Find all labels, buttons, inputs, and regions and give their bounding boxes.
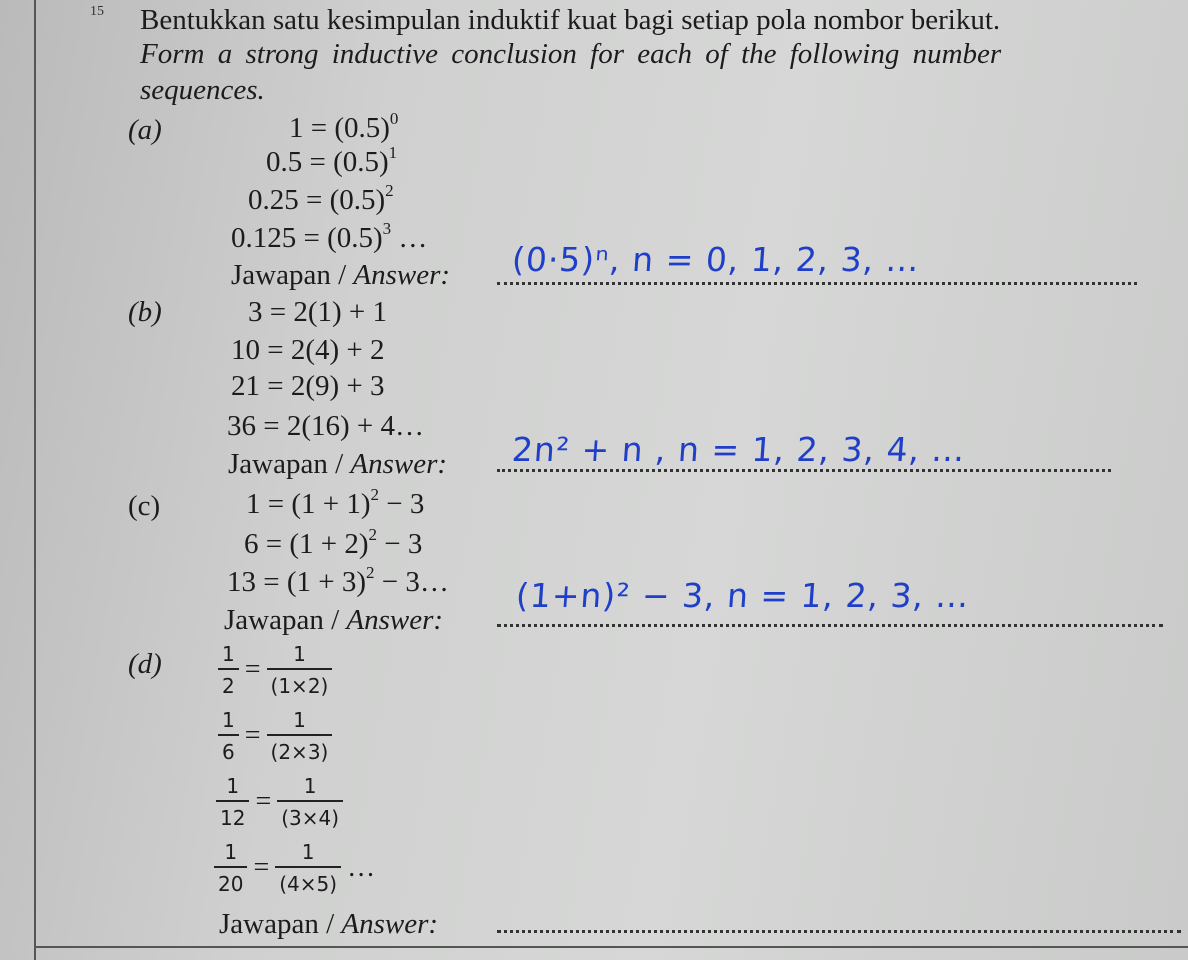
part-b-handwritten-answer: 2n² + n , n = 1, 2, 3, 4, … bbox=[510, 430, 967, 469]
part-c-row-2: $6 = (1 + 2)^2 - 3$ bbox=[244, 525, 423, 560]
part-b-row-4: 36 = 2(16) + 4… bbox=[227, 410, 425, 442]
part-d-row-4: $\frac{1}{20}$ = $\frac{1}{(4\times 5)}$ … bbox=[214, 840, 375, 896]
part-d-row-1: $\frac{1}{2}$ = $\frac{1}{(1\times 2)}$ bbox=[218, 642, 332, 698]
part-b-answer-label: Jawapan / Answer: bbox=[228, 448, 448, 480]
part-c-label: (c) bbox=[128, 490, 161, 522]
part-c-row-3: $13 = (1 + 3)^2$ − 3… bbox=[227, 563, 449, 598]
part-d-label: (d) bbox=[128, 648, 162, 680]
part-a-answer-label: Jawapan / Answer: bbox=[231, 259, 451, 291]
instruction-english-line2: sequences. bbox=[140, 74, 265, 106]
part-a-row-4: $0.125 = (0.5)^3$ … bbox=[231, 219, 428, 254]
part-a-row-1: $1 = (0.5)^0$ bbox=[289, 109, 399, 144]
part-a-label: (a) bbox=[128, 114, 162, 146]
part-c-handwritten-answer: (1+n)² − 3, n = 1, 2, 3, … bbox=[514, 576, 971, 615]
question-number: 15 bbox=[90, 4, 104, 19]
part-a-row-3: $0.25 = (0.5)^2$ bbox=[248, 181, 394, 216]
part-b-row-3: 21 = 2(9) + 3 bbox=[231, 370, 385, 402]
instruction-english-line1: Form a strong inductive conclusion for each of the following number bbox=[140, 38, 1002, 70]
page-frame-left bbox=[34, 0, 36, 960]
part-a-answer-line bbox=[497, 282, 1137, 285]
part-c-row-1: $1 = (1 + 1)^2 - 3$ bbox=[246, 485, 425, 520]
part-b-label: (b) bbox=[128, 296, 162, 328]
instruction-malay: Bentukkan satu kesimpulan induktif kuat bagi setiap pola nombor berikut. bbox=[140, 4, 1001, 36]
part-a-row-2: $0.5 = (0.5)^1$ bbox=[266, 143, 398, 178]
part-d-row-3: $\frac{1}{12}$ = $\frac{1}{(3\times 4)}$ bbox=[216, 774, 343, 830]
page-frame-bottom bbox=[34, 946, 1188, 948]
part-a-handwritten-answer: (0·5)ⁿ, n = 0, 1, 2, 3, … bbox=[510, 240, 922, 279]
part-c-answer-line bbox=[497, 624, 1163, 627]
part-d-answer-line bbox=[497, 930, 1181, 933]
part-d-row-2: $\frac{1}{6}$ = $\frac{1}{(2\times 3)}$ bbox=[218, 708, 332, 764]
part-c-answer-label: Jawapan / Answer: bbox=[224, 604, 444, 636]
part-b-row-2: 10 = 2(4) + 2 bbox=[231, 334, 385, 366]
part-b-row-1: 3 = 2(1) + 1 bbox=[248, 296, 388, 328]
part-d-answer-label: Jawapan / Answer: bbox=[219, 908, 439, 940]
part-b-answer-line bbox=[497, 469, 1111, 472]
